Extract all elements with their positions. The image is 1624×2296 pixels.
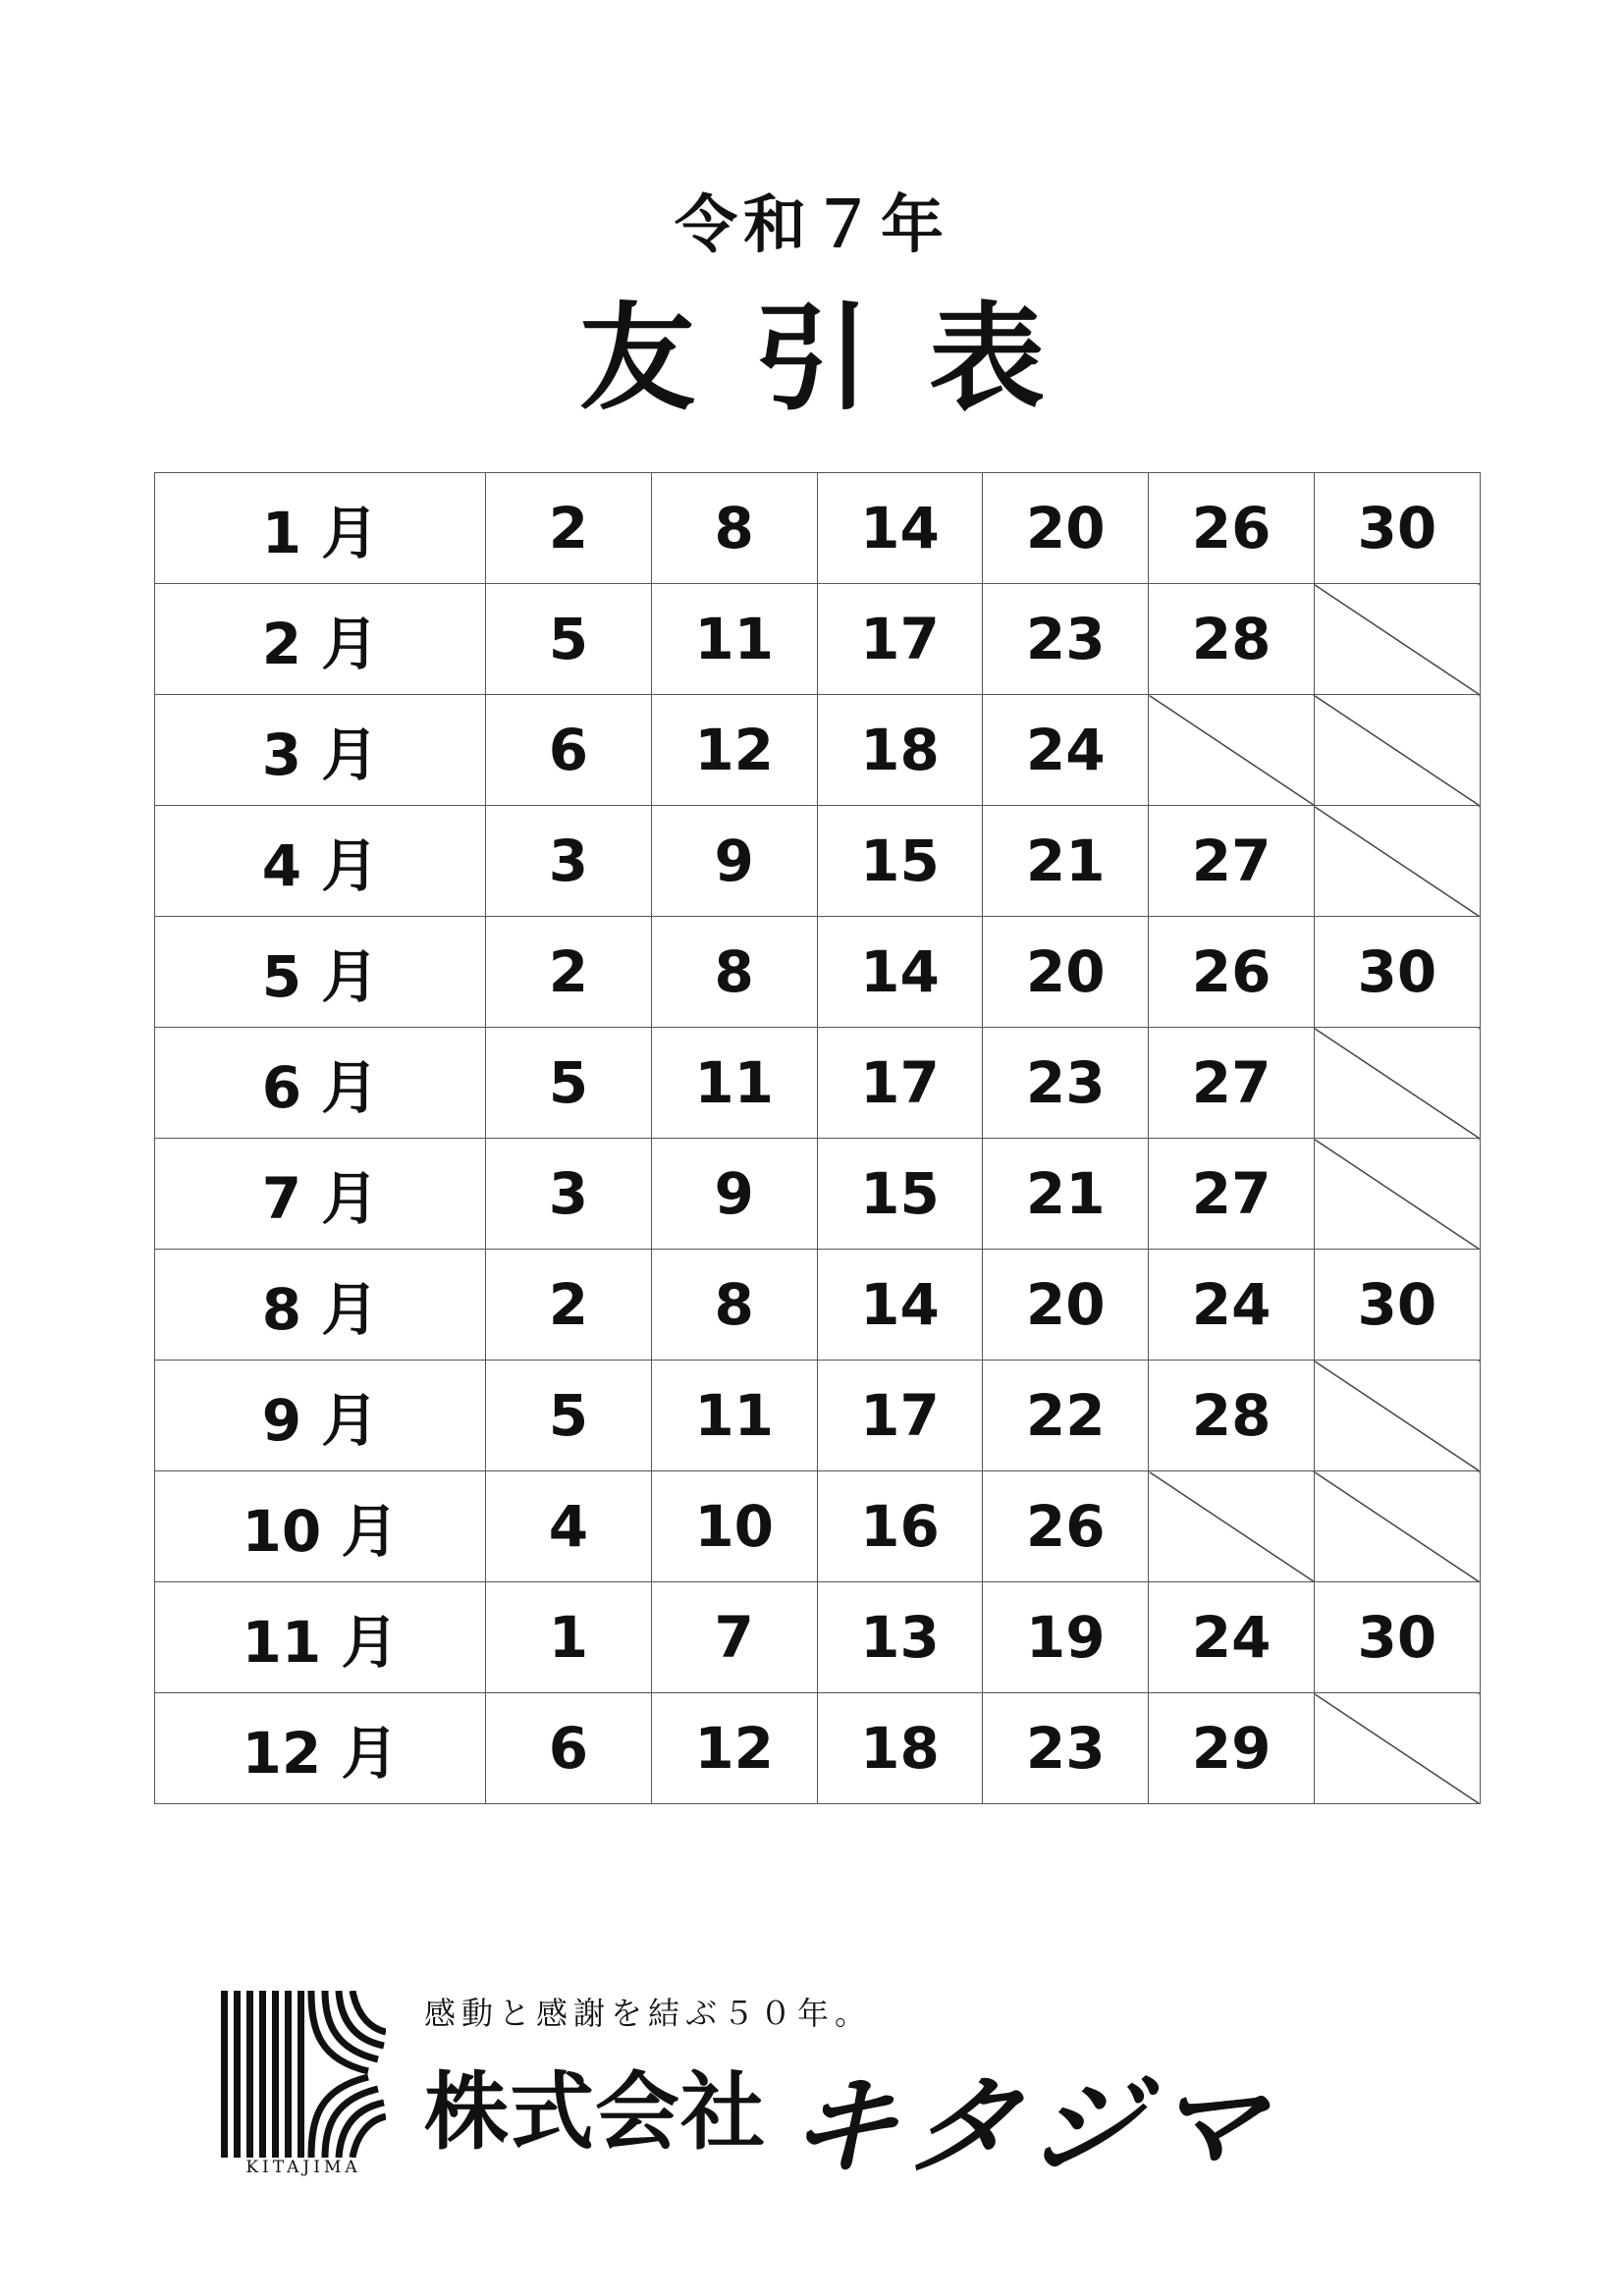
month-cell: 11 月 (155, 1582, 486, 1693)
day-cell: 12 (651, 1693, 817, 1804)
day-cell: 1 (486, 1582, 652, 1693)
empty-cell (1314, 1139, 1480, 1250)
kitajima-logo-icon (221, 1991, 386, 2158)
company-slogan: 感動と感謝を結ぶ５０年。 (424, 1995, 873, 2032)
month-cell: 12 月 (155, 1693, 486, 1804)
table-row (155, 1028, 1481, 1139)
day-cell: 6 (486, 695, 652, 806)
day-cell: 20 (983, 917, 1149, 1028)
day-cell: 11 (651, 584, 817, 695)
day-cell: 10 (651, 1471, 817, 1582)
empty-cell (1314, 1028, 1480, 1139)
empty-cell (1314, 584, 1480, 695)
day-cell: 30 (1314, 473, 1480, 584)
day-cell: 27 (1149, 1028, 1315, 1139)
day-cell: 3 (486, 1139, 652, 1250)
day-cell: 11 (651, 1361, 817, 1471)
day-cell: 21 (983, 1139, 1149, 1250)
day-cell: 26 (1149, 473, 1315, 584)
month-cell: 9 月 (155, 1361, 486, 1471)
day-cell: 14 (817, 473, 983, 584)
day-cell: 27 (1149, 1139, 1315, 1250)
day-cell: 6 (486, 1693, 652, 1804)
day-cell: 18 (817, 1693, 983, 1804)
table-row (155, 917, 1481, 1028)
table-row (155, 1693, 1481, 1804)
empty-cell (1149, 1471, 1315, 1582)
empty-cell (1314, 806, 1480, 917)
day-cell: 21 (983, 806, 1149, 917)
day-cell: 26 (1149, 917, 1315, 1028)
tomobiki-calendar-table (154, 472, 1481, 1804)
company-type-label: 株式会社 (424, 2063, 766, 2162)
day-cell: 17 (817, 1361, 983, 1471)
table-row (155, 1471, 1481, 1582)
day-cell: 3 (486, 806, 652, 917)
day-cell: 24 (1149, 1582, 1315, 1693)
empty-cell (1314, 1471, 1480, 1582)
day-cell: 5 (486, 1361, 652, 1471)
day-cell: 22 (983, 1361, 1149, 1471)
day-cell: 24 (1149, 1250, 1315, 1361)
day-cell: 23 (983, 584, 1149, 695)
day-cell: 8 (651, 917, 817, 1028)
company-name-logotype: キタジマ (778, 2063, 1286, 2189)
day-cell: 8 (651, 473, 817, 584)
month-cell: 3 月 (155, 695, 486, 806)
day-cell: 18 (817, 695, 983, 806)
day-cell: 11 (651, 1028, 817, 1139)
day-cell: 8 (651, 1250, 817, 1361)
day-cell: 30 (1314, 1250, 1480, 1361)
day-cell: 28 (1149, 1361, 1315, 1471)
day-cell: 4 (486, 1471, 652, 1582)
day-cell: 19 (983, 1582, 1149, 1693)
table-row (155, 806, 1481, 917)
logo-caption: KITAJIMA (245, 2158, 361, 2177)
table-row (155, 1250, 1481, 1361)
day-cell: 14 (817, 917, 983, 1028)
table-row (155, 1582, 1481, 1693)
month-cell: 5 月 (155, 917, 486, 1028)
month-cell: 6 月 (155, 1028, 486, 1139)
empty-cell (1314, 695, 1480, 806)
table-row (155, 1139, 1481, 1250)
day-cell: 17 (817, 1028, 983, 1139)
month-cell: 2 月 (155, 584, 486, 695)
day-cell: 13 (817, 1582, 983, 1693)
era-title: 令和７年 (675, 189, 949, 262)
table-row (155, 695, 1481, 806)
day-cell: 29 (1149, 1693, 1315, 1804)
company-footer (221, 1983, 1458, 2189)
month-cell: 10 月 (155, 1471, 486, 1582)
day-cell: 17 (817, 584, 983, 695)
day-cell: 20 (983, 473, 1149, 584)
day-cell: 28 (1149, 584, 1315, 695)
empty-cell (1314, 1693, 1480, 1804)
day-cell: 30 (1314, 1582, 1480, 1693)
month-cell: 8 月 (155, 1250, 486, 1361)
day-cell: 2 (486, 473, 652, 584)
month-cell: 7 月 (155, 1139, 486, 1250)
month-cell: 1 月 (155, 473, 486, 584)
day-cell: 23 (983, 1693, 1149, 1804)
day-cell: 20 (983, 1250, 1149, 1361)
day-cell: 9 (651, 1139, 817, 1250)
day-cell: 27 (1149, 806, 1315, 917)
day-cell: 5 (486, 584, 652, 695)
table-row (155, 1361, 1481, 1471)
table-row (155, 473, 1481, 584)
page-title: 友引表 (578, 291, 1104, 426)
day-cell: 24 (983, 695, 1149, 806)
day-cell: 16 (817, 1471, 983, 1582)
day-cell: 26 (983, 1471, 1149, 1582)
empty-cell (1314, 1361, 1480, 1471)
day-cell: 2 (486, 1250, 652, 1361)
empty-cell (1149, 695, 1315, 806)
table-row (155, 584, 1481, 695)
day-cell: 14 (817, 1250, 983, 1361)
day-cell: 9 (651, 806, 817, 917)
day-cell: 15 (817, 1139, 983, 1250)
day-cell: 12 (651, 695, 817, 806)
day-cell: 15 (817, 806, 983, 917)
month-cell: 4 月 (155, 806, 486, 917)
day-cell: 5 (486, 1028, 652, 1139)
day-cell: 23 (983, 1028, 1149, 1139)
day-cell: 30 (1314, 917, 1480, 1028)
day-cell: 7 (651, 1582, 817, 1693)
day-cell: 2 (486, 917, 652, 1028)
